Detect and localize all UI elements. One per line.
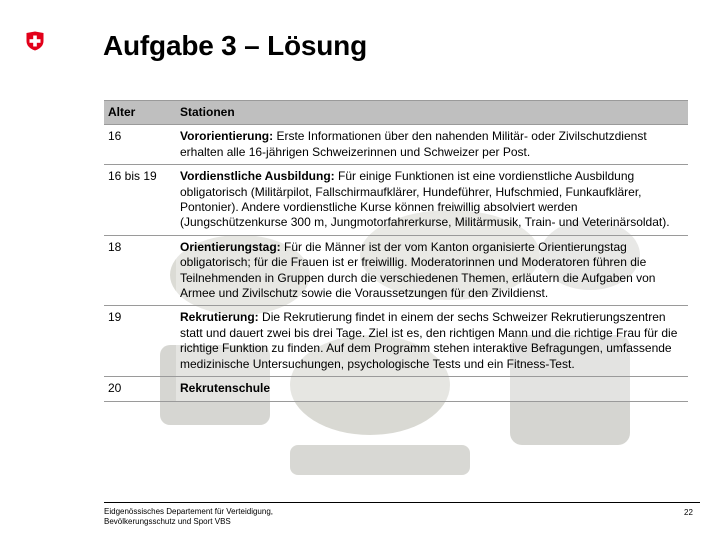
station-text: Für die Männer ist der vom Kanton organisierte Orientierungstag obligatorisch; für die Frauen ist er freiwillig. Moderatorinnen und Moderatoren führen die Teilnehmenden in Gruppen durch die verschiedenen Themen, erläutern die Aufgaben von Armee und Zivilschutz sowie die Voraussetzungen für den Zivildienst. <box>180 239 656 301</box>
station-term: Vordienstliche Ausbildung: <box>180 169 335 184</box>
row-age: 20 <box>104 377 176 401</box>
footer-divider <box>104 502 700 503</box>
row-description <box>176 235 688 306</box>
station-term: Orientierungstag: <box>180 239 281 254</box>
table-row <box>104 125 688 165</box>
table-row <box>104 235 688 306</box>
row-description <box>176 125 688 165</box>
table-row <box>104 377 688 401</box>
row-age: 19 <box>104 306 176 377</box>
row-description <box>176 306 688 377</box>
station-text: Erste Informationen über den nahenden Militär- oder Zivilschutzdienst erhalten alle 16-jährigen Schweizerinnen und Schweizer per Post. <box>180 129 647 159</box>
table-row <box>104 306 688 377</box>
slide-title: Aufgabe 3 – Lösung <box>103 30 367 61</box>
stations-table <box>104 100 688 402</box>
column-header-age: Alter <box>104 101 176 125</box>
station-text: Für einige Funktionen ist eine vordienstliche Ausbildung obligatorisch (Militärpilot, Fallschirmaufklärer, Hundeführer, Hufschmied, Funkaufklärer, Pontonier). Andere vordienstliche Kurse können freiwillig absolviert werden (Jungschützenkurse 300 m, Jungmotorfahrerkurse, Militärmusik, Train- und Veterinärsoldat). <box>180 169 670 230</box>
row-age: 16 <box>104 125 176 165</box>
table-header-row <box>104 101 688 125</box>
station-term: Rekrutenschule <box>180 381 271 396</box>
station-text: Die Rekrutierung findet in einem der sechs Schweizer Rekrutierungszentren statt und dauert zwei bis drei Tage. Ziel ist es, den richtigen Mann und die richtige Frau für die richtige Funktion zu finden. Auf dem Programm stehen interaktive Befragungen, umfassende medizinische Untersuchungen, psychologische Tests und ein Fitness-Test. <box>180 310 678 371</box>
table-row <box>104 165 688 236</box>
footer-line-2: Bevölkerungsschutz und Sport VBS <box>104 517 231 526</box>
row-age: 18 <box>104 235 176 306</box>
page-number: 22 <box>684 508 693 517</box>
row-description <box>176 165 688 236</box>
station-term: Rekrutierung: <box>180 310 259 325</box>
swiss-cross-icon <box>25 31 45 51</box>
row-age: 16 bis 19 <box>104 165 176 236</box>
footer-department <box>104 507 273 527</box>
column-header-stations: Stationen <box>176 101 688 125</box>
row-description <box>176 377 688 401</box>
footer-line-1: Eidgenössisches Departement für Verteidigung, <box>104 507 273 516</box>
station-term: Vororientierung: <box>180 129 274 144</box>
